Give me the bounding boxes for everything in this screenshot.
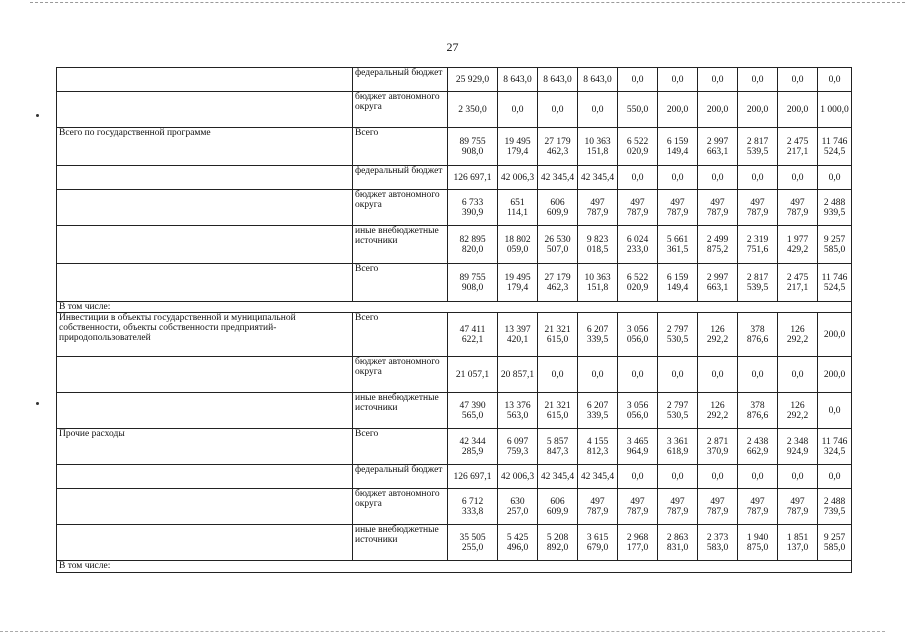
table-row (57, 68, 852, 92)
amount-cell: 0,0 (578, 92, 618, 128)
row-label (57, 226, 353, 264)
row-label (57, 264, 353, 302)
amount-cell: 6 159 149,4 (658, 264, 698, 302)
amount-cell: 4 155 812,3 (578, 429, 618, 465)
amount-cell: 0,0 (658, 68, 698, 92)
amount-cell: 10 363 151,8 (578, 128, 618, 166)
funding-source: Всего (353, 264, 448, 302)
amount-cell: 0,0 (698, 68, 738, 92)
amount-cell: 19 495 179,4 (498, 128, 538, 166)
amount-cell: 550,0 (618, 92, 658, 128)
amount-cell: 2 817 539,5 (738, 264, 778, 302)
amount-cell: 6 207 339,5 (578, 313, 618, 357)
amount-cell: 126 697,1 (448, 166, 498, 190)
amount-cell: 0,0 (818, 465, 852, 489)
funding-source: федеральный бюджет (353, 68, 448, 92)
amount-cell: 0,0 (738, 465, 778, 489)
amount-cell: 1 940 875,0 (738, 525, 778, 561)
amount-cell: 630 257,0 (498, 489, 538, 525)
amount-cell: 0,0 (778, 465, 818, 489)
amount-cell: 6 024 233,0 (618, 226, 658, 264)
table-row (57, 313, 852, 357)
amount-cell: 0,0 (618, 465, 658, 489)
amount-cell: 6 159 149,4 (658, 128, 698, 166)
funding-source: иные внебюджетные источники (353, 226, 448, 264)
amount-cell: 26 530 507,0 (538, 226, 578, 264)
amount-cell: 0,0 (778, 68, 818, 92)
row-label: Всего по государственной программе (57, 128, 353, 166)
amount-cell: 2 968 177,0 (618, 525, 658, 561)
row-label (57, 68, 353, 92)
amount-cell: 200,0 (698, 92, 738, 128)
amount-cell: 19 495 179,4 (498, 264, 538, 302)
amount-cell: 378 876,6 (738, 313, 778, 357)
amount-cell: 0,0 (778, 357, 818, 393)
amount-cell: 497 787,9 (658, 190, 698, 226)
amount-cell: 89 755 908,0 (448, 264, 498, 302)
amount-cell: 497 787,9 (698, 489, 738, 525)
amount-cell: 6 522 020,9 (618, 128, 658, 166)
amount-cell: 35 505 255,0 (448, 525, 498, 561)
table-row (57, 166, 852, 190)
amount-cell: 497 787,9 (578, 489, 618, 525)
table-row (57, 128, 852, 166)
amount-cell: 2 350,0 (448, 92, 498, 128)
amount-cell: 25 929,0 (448, 68, 498, 92)
amount-cell: 2 797 530,5 (658, 313, 698, 357)
amount-cell: 5 425 496,0 (498, 525, 538, 561)
amount-cell: 27 179 462,3 (538, 128, 578, 166)
amount-cell: 9 257 585,0 (818, 525, 852, 561)
amount-cell: 0,0 (698, 465, 738, 489)
amount-cell: 11 746 524,5 (818, 128, 852, 166)
funding-source: Всего (353, 313, 448, 357)
amount-cell: 497 787,9 (578, 190, 618, 226)
amount-cell: 18 802 059,0 (498, 226, 538, 264)
amount-cell: 0,0 (738, 357, 778, 393)
amount-cell: 9 823 018,5 (578, 226, 618, 264)
amount-cell: 0,0 (818, 393, 852, 429)
amount-cell: 1 977 429,2 (778, 226, 818, 264)
row-label (57, 525, 353, 561)
amount-cell: 8 643,0 (578, 68, 618, 92)
amount-cell: 0,0 (498, 92, 538, 128)
amount-cell: 606 609,9 (538, 489, 578, 525)
table-row (57, 489, 852, 525)
amount-cell: 1 000,0 (818, 92, 852, 128)
table-row (57, 92, 852, 128)
amount-cell: 5 208 892,0 (538, 525, 578, 561)
amount-cell: 0,0 (698, 166, 738, 190)
amount-cell: 378 876,6 (738, 393, 778, 429)
funding-source: бюджет автономного округа (353, 92, 448, 128)
amount-cell: 6 097 759,3 (498, 429, 538, 465)
amount-cell: 5 857 847,3 (538, 429, 578, 465)
table-row (57, 226, 852, 264)
amount-cell: 0,0 (538, 357, 578, 393)
amount-cell: 200,0 (658, 92, 698, 128)
amount-cell: 606 609,9 (538, 190, 578, 226)
amount-cell: 3 361 618,9 (658, 429, 698, 465)
row-label: Прочие расходы (57, 429, 353, 465)
amount-cell: 11 746 324,5 (818, 429, 852, 465)
amount-cell: 126 697,1 (448, 465, 498, 489)
amount-cell: 47 411 622,1 (448, 313, 498, 357)
amount-cell: 0,0 (658, 357, 698, 393)
amount-cell: 21 057,1 (448, 357, 498, 393)
amount-cell: 651 114,1 (498, 190, 538, 226)
amount-cell: 0,0 (698, 357, 738, 393)
row-label: В том числе: (57, 561, 852, 573)
row-label (57, 489, 353, 525)
funding-source: бюджет автономного округа (353, 190, 448, 226)
amount-cell: 0,0 (538, 92, 578, 128)
amount-cell: 0,0 (578, 357, 618, 393)
amount-cell: 0,0 (738, 166, 778, 190)
amount-cell: 13 397 420,1 (498, 313, 538, 357)
amount-cell: 8 643,0 (538, 68, 578, 92)
row-label (57, 465, 353, 489)
row-label (57, 92, 353, 128)
scan-dot (36, 402, 39, 405)
amount-cell: 6 733 390,9 (448, 190, 498, 226)
funding-source: иные внебюджетные источники (353, 525, 448, 561)
amount-cell: 9 257 585,0 (818, 226, 852, 264)
amount-cell: 2 997 663,1 (698, 128, 738, 166)
amount-cell: 5 661 361,5 (658, 226, 698, 264)
amount-cell: 6 207 339,5 (578, 393, 618, 429)
table-row (57, 302, 852, 313)
funding-source: иные внебюджетные источники (353, 393, 448, 429)
funding-source: бюджет автономного округа (353, 357, 448, 393)
amount-cell: 42 345,4 (538, 465, 578, 489)
scan-top-edge (30, 2, 905, 3)
amount-cell: 6 712 333,8 (448, 489, 498, 525)
amount-cell: 20 857,1 (498, 357, 538, 393)
amount-cell: 47 390 565,0 (448, 393, 498, 429)
amount-cell: 0,0 (738, 68, 778, 92)
amount-cell: 3 056 056,0 (618, 393, 658, 429)
amount-cell: 0,0 (618, 357, 658, 393)
budget-table (56, 67, 852, 573)
row-label (57, 166, 353, 190)
amount-cell: 11 746 524,5 (818, 264, 852, 302)
amount-cell: 42 006,3 (498, 166, 538, 190)
funding-source: федеральный бюджет (353, 465, 448, 489)
funding-source: федеральный бюджет (353, 166, 448, 190)
amount-cell: 42 345,4 (578, 465, 618, 489)
amount-cell: 42 345,4 (538, 166, 578, 190)
amount-cell: 200,0 (818, 357, 852, 393)
amount-cell: 10 363 151,8 (578, 264, 618, 302)
row-label (57, 190, 353, 226)
amount-cell: 0,0 (618, 68, 658, 92)
scan-dot (36, 114, 39, 117)
amount-cell: 2 797 530,5 (658, 393, 698, 429)
amount-cell: 497 787,9 (738, 190, 778, 226)
row-label (57, 393, 353, 429)
amount-cell: 497 787,9 (618, 489, 658, 525)
amount-cell: 2 871 370,9 (698, 429, 738, 465)
amount-cell: 126 292,2 (778, 393, 818, 429)
amount-cell: 27 179 462,3 (538, 264, 578, 302)
row-label: Инвестиции в объекты государственной и муниципальной собственности, объекты собственности предприятий-природопользователей (57, 313, 353, 357)
table-row (57, 465, 852, 489)
amount-cell: 3 615 679,0 (578, 525, 618, 561)
amount-cell: 21 321 615,0 (538, 313, 578, 357)
amount-cell: 0,0 (818, 166, 852, 190)
amount-cell: 126 292,2 (778, 313, 818, 357)
amount-cell: 3 056 056,0 (618, 313, 658, 357)
amount-cell: 497 787,9 (778, 190, 818, 226)
funding-source: Всего (353, 128, 448, 166)
amount-cell: 89 755 908,0 (448, 128, 498, 166)
amount-cell: 200,0 (738, 92, 778, 128)
amount-cell: 8 643,0 (498, 68, 538, 92)
table-row (57, 429, 852, 465)
table-row (57, 525, 852, 561)
table-row (57, 357, 852, 393)
amount-cell: 0,0 (618, 166, 658, 190)
amount-cell: 2 319 751,6 (738, 226, 778, 264)
amount-cell: 3 465 964,9 (618, 429, 658, 465)
amount-cell: 126 292,2 (698, 313, 738, 357)
amount-cell: 2 997 663,1 (698, 264, 738, 302)
amount-cell: 2 373 583,0 (698, 525, 738, 561)
amount-cell: 2 475 217,1 (778, 128, 818, 166)
amount-cell: 42 006,3 (498, 465, 538, 489)
table-row (57, 190, 852, 226)
funding-source: бюджет автономного округа (353, 489, 448, 525)
amount-cell: 2 863 831,0 (658, 525, 698, 561)
row-label (57, 357, 353, 393)
amount-cell: 0,0 (778, 166, 818, 190)
amount-cell: 2 348 924,9 (778, 429, 818, 465)
amount-cell: 200,0 (778, 92, 818, 128)
amount-cell: 0,0 (658, 166, 698, 190)
amount-cell: 21 321 615,0 (538, 393, 578, 429)
amount-cell: 126 292,2 (698, 393, 738, 429)
amount-cell: 497 787,9 (778, 489, 818, 525)
funding-source: Всего (353, 429, 448, 465)
table-row (57, 393, 852, 429)
amount-cell: 2 438 662,9 (738, 429, 778, 465)
table-row (57, 561, 852, 573)
amount-cell: 42 345,4 (578, 166, 618, 190)
amount-cell: 6 522 020,9 (618, 264, 658, 302)
amount-cell: 0,0 (818, 68, 852, 92)
amount-cell: 200,0 (818, 313, 852, 357)
amount-cell: 2 817 539,5 (738, 128, 778, 166)
scan-bottom-edge (0, 631, 885, 632)
amount-cell: 2 475 217,1 (778, 264, 818, 302)
amount-cell: 2 488 939,5 (818, 190, 852, 226)
amount-cell: 42 344 285,9 (448, 429, 498, 465)
amount-cell: 2 488 739,5 (818, 489, 852, 525)
amount-cell: 13 376 563,0 (498, 393, 538, 429)
amount-cell: 0,0 (658, 465, 698, 489)
amount-cell: 82 895 820,0 (448, 226, 498, 264)
page-number: 27 (446, 40, 459, 54)
amount-cell: 497 787,9 (738, 489, 778, 525)
amount-cell: 497 787,9 (618, 190, 658, 226)
table-row (57, 264, 852, 302)
amount-cell: 497 787,9 (658, 489, 698, 525)
amount-cell: 1 851 137,0 (778, 525, 818, 561)
amount-cell: 2 499 875,2 (698, 226, 738, 264)
amount-cell: 497 787,9 (698, 190, 738, 226)
row-label: В том числе: (57, 302, 852, 313)
